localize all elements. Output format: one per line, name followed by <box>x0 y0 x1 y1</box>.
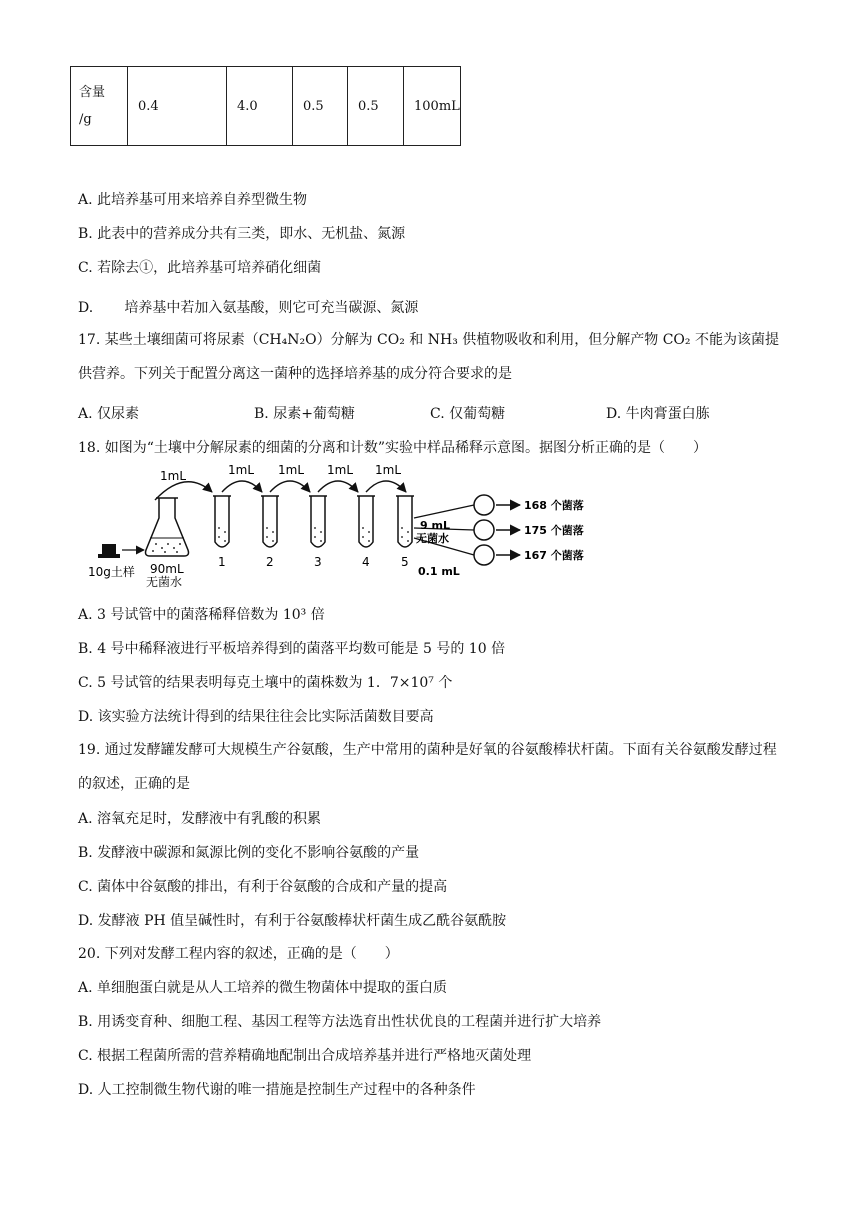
transfer-label: 1mL <box>327 463 354 477</box>
transfer-arrow <box>222 481 262 492</box>
q19-option-b: B. 发酵液中碳源和氮源比例的变化不影响谷氨酸的产量 <box>78 845 420 861</box>
q20-option-a: A. 单细胞蛋白就是从人工培养的微生物菌体中提取的蛋白质 <box>78 980 448 996</box>
test-tube <box>398 496 412 547</box>
colony-count: 167 个菌落 <box>524 549 584 562</box>
q17-option-d: D. 牛肉膏蛋白胨 <box>606 406 710 422</box>
q19-option-a: A. 溶氧充足时，发酵液中有乳酸的积累 <box>78 811 322 827</box>
plating-volume: 0.1 mL <box>418 565 460 578</box>
petri-dish <box>474 495 494 515</box>
q17-option-c: C. 仅葡萄糖 <box>430 406 506 422</box>
q18-option-a: A. 3 号试管中的菌落稀释倍数为 10³ 倍 <box>78 607 325 623</box>
colony-count: 168 个菌落 <box>524 499 584 512</box>
q19-option-d: D. 发酵液 PH 值呈碱性时，有利于谷氨酸棒状杆菌生成乙酰谷氨酰胺 <box>78 913 507 929</box>
q16-option-c: C. 若除去①，此培养基可培养硝化细菌 <box>78 260 322 276</box>
colony-count: 175 个菌落 <box>524 524 584 537</box>
q20-stem: 20. 下列对发酵工程内容的叙述，正确的是（ ） <box>78 946 399 962</box>
table-cell: 0.4 <box>128 67 227 146</box>
q20-option-c: C. 根据工程菌所需的营养精确地配制出合成培养基并进行严格地灭菌处理 <box>78 1048 532 1064</box>
test-tube <box>311 496 325 547</box>
transfer-arrow <box>270 481 310 492</box>
transfer-arrow <box>366 481 406 492</box>
tube-number: 4 <box>362 555 370 569</box>
q18-option-c: C. 5 号试管的结果表明每克土壤中的菌株数为 1．7×10⁷ 个 <box>78 675 453 691</box>
flask-icon <box>146 498 189 556</box>
transfer-label: 1mL <box>228 463 255 477</box>
q16-option-a: A. 此培养基可用来培养自养型微生物 <box>78 192 308 208</box>
header-part: /g <box>79 112 92 127</box>
test-tube <box>359 496 373 547</box>
table-row <box>71 67 461 146</box>
q17-option-b: B. 尿素+葡萄糖 <box>254 406 355 422</box>
medium-composition-table <box>70 66 461 146</box>
q16-option-b: B. 此表中的营养成分共有三类，即水、无机盐、氮源 <box>78 226 406 242</box>
tube-number: 5 <box>401 555 409 569</box>
tube-number: 2 <box>266 555 274 569</box>
table-header-cell <box>71 67 128 146</box>
petri-dish <box>474 545 494 565</box>
transfer-arrow <box>318 481 358 492</box>
diluent-label: 无菌水 <box>416 532 449 545</box>
q17-option-a: A. 仅尿素 <box>78 406 140 422</box>
table-cell: 100mL <box>404 67 461 146</box>
q19-option-c: C. 菌体中谷氨酸的排出，有利于谷氨酸的合成和产量的提高 <box>78 879 448 895</box>
table-cell: 0.5 <box>293 67 348 146</box>
flask-water-label: 无菌水 <box>146 575 183 588</box>
test-tube <box>263 496 277 547</box>
tube-number: 3 <box>314 555 322 569</box>
transfer-label: 1mL <box>278 463 305 477</box>
q20-option-b: B. 用诱变育种、细胞工程、基因工程等方法选育出性状优良的工程菌并进行扩大培养 <box>78 1014 602 1030</box>
q20-option-d: D. 人工控制微生物代谢的唯一措施是控制生产过程中的各种条件 <box>78 1082 476 1098</box>
q18-option-b: B. 4 号中稀释液进行平板培养得到的菌落平均数可能是 5 号的 10 倍 <box>78 641 506 657</box>
dilution-diagram <box>80 458 620 588</box>
q18-stem: 18. 如图为“土壤中分解尿素的细菌的分离和计数”实验中样品稀释示意图。据图分析正确的是（ ） <box>78 440 708 456</box>
header-part: 含量 <box>79 85 106 100</box>
transfer-label: 1mL <box>160 469 187 483</box>
test-tube <box>215 496 229 547</box>
flask-water-volume: 90mL <box>150 562 184 576</box>
diluent-volume: 9 mL <box>420 519 450 532</box>
q19-stem: 19. 通过发酵罐发酵可大规模生产谷氨酸，生产中常用的菌种是好氧的谷氨酸棒状杆菌。下面有关谷氨酸发酵过程的叙述，正确的是 <box>78 742 777 792</box>
transfer-label: 1mL <box>375 463 402 477</box>
q16-option-d: D. 培养基中若加入氨基酸，则它可充当碳源、氮源 <box>78 300 419 316</box>
tube-number: 1 <box>218 555 226 569</box>
petri-dish <box>474 520 494 540</box>
q17-stem: 17. 某些土壤细菌可将尿素（CH₄N₂O）分解为 CO₂ 和 NH₃ 供植物吸收和利用，但分解产物 CO₂ 不能为该菌提供营养。下列关于配置分离这一菌种的选择培养基的成分符合要求的是 <box>78 332 779 382</box>
table-cell: 4.0 <box>227 67 293 146</box>
soil-label: 10g土样 <box>88 565 135 579</box>
table-cell: 0.5 <box>348 67 404 146</box>
q18-option-d: D. 该实验方法统计得到的结果往往会比实际活菌数目要高 <box>78 709 434 725</box>
